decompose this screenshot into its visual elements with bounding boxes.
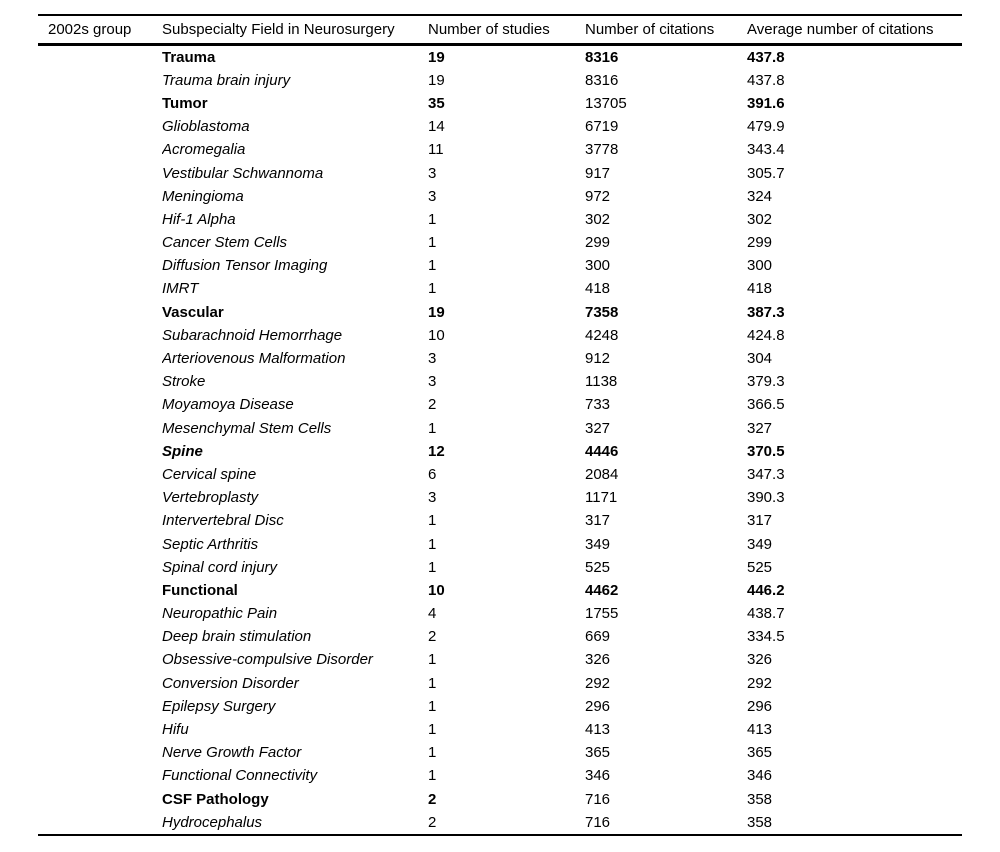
cell-citations: 418 <box>585 280 611 298</box>
cell-citations: 3778 <box>585 141 619 159</box>
cell-field: Mesenchymal Stem Cells <box>162 419 332 437</box>
table-row <box>38 556 962 579</box>
cell-field: Deep brain stimulation <box>162 628 312 646</box>
cell-group <box>38 185 162 208</box>
cell-citations: 7358 <box>585 303 619 321</box>
cell-studies: 1 <box>428 721 437 739</box>
cell-average: 343.4 <box>747 141 785 159</box>
cell-citations: 1138 <box>585 373 618 391</box>
cell-average: 358 <box>747 790 773 808</box>
cell-studies: 1 <box>428 674 437 692</box>
cell-average: 296 <box>747 697 773 715</box>
cell-citations: 669 <box>585 628 611 646</box>
cell-citations: 733 <box>585 396 611 414</box>
table-row <box>38 347 962 370</box>
data-table <box>38 14 962 836</box>
cell-group <box>38 764 162 787</box>
cell-field: Spine <box>162 442 203 460</box>
cell-group <box>38 301 162 324</box>
cell-citations: 917 <box>585 164 611 182</box>
cell-average: 327 <box>747 419 773 437</box>
cell-citations: 716 <box>585 790 611 808</box>
cell-studies: 2 <box>428 813 437 831</box>
table-row <box>38 764 962 787</box>
cell-average: 305.7 <box>747 164 785 182</box>
cell-group <box>38 486 162 509</box>
cell-average: 304 <box>747 350 773 368</box>
cell-studies: 11 <box>428 141 444 159</box>
table-row <box>38 92 962 115</box>
column-header-field: Subspecialty Field in Neurosurgery <box>162 20 395 38</box>
cell-citations: 4446 <box>585 442 619 460</box>
cell-citations: 302 <box>585 210 611 228</box>
table-row <box>38 185 962 208</box>
cell-average: 317 <box>747 512 773 530</box>
table-body <box>38 44 962 835</box>
cell-field: Functional Connectivity <box>162 767 318 785</box>
cell-citations: 365 <box>585 744 611 762</box>
cell-field: Stroke <box>162 373 206 391</box>
cell-citations: 6719 <box>585 118 619 136</box>
cell-citations: 4462 <box>585 581 619 599</box>
cell-field: Vertebroplasty <box>162 489 259 507</box>
cell-citations: 1755 <box>585 605 619 623</box>
cell-field: Hifu <box>162 721 189 739</box>
table-row <box>38 672 962 695</box>
cell-field: Nerve Growth Factor <box>162 744 302 762</box>
table-row <box>38 301 962 324</box>
cell-group <box>38 44 162 69</box>
cell-average: 326 <box>747 651 773 669</box>
cell-studies: 1 <box>428 257 437 275</box>
cell-field: Trauma <box>162 48 216 66</box>
cell-citations: 2084 <box>585 465 619 483</box>
cell-group <box>38 718 162 741</box>
cell-citations: 525 <box>585 558 611 576</box>
cell-citations: 413 <box>585 721 611 739</box>
table-row <box>38 440 962 463</box>
table-row <box>38 417 962 440</box>
cell-field: Meningioma <box>162 187 244 205</box>
table-row <box>38 208 962 231</box>
cell-average: 438.7 <box>747 605 785 623</box>
table-row <box>38 579 962 602</box>
cell-group <box>38 231 162 254</box>
cell-citations: 349 <box>585 535 611 553</box>
table-row <box>38 811 962 835</box>
cell-group <box>38 625 162 648</box>
cell-group <box>38 509 162 532</box>
cell-field: IMRT <box>162 280 199 298</box>
table-row <box>38 625 962 648</box>
cell-citations: 300 <box>585 257 611 275</box>
cell-studies: 19 <box>428 303 445 321</box>
cell-citations: 912 <box>585 350 611 368</box>
cell-studies: 4 <box>428 605 437 623</box>
column-header-group: 2002s group <box>48 20 132 38</box>
cell-studies: 1 <box>428 744 437 762</box>
cell-studies: 3 <box>428 489 437 507</box>
cell-studies: 19 <box>428 48 445 66</box>
cell-average: 391.6 <box>747 94 785 112</box>
cell-citations: 13705 <box>585 94 627 112</box>
cell-average: 346 <box>747 767 773 785</box>
cell-studies: 10 <box>428 581 445 599</box>
table-row <box>38 648 962 671</box>
table-row <box>38 393 962 416</box>
cell-field: Vascular <box>162 303 224 321</box>
table-row <box>38 602 962 625</box>
cell-group <box>38 741 162 764</box>
cell-group <box>38 788 162 811</box>
cell-studies: 1 <box>428 280 437 298</box>
cell-group <box>38 648 162 671</box>
cell-field: Cancer Stem Cells <box>162 234 288 252</box>
cell-field: Subarachnoid Hemorrhage <box>162 326 343 344</box>
table-row <box>38 44 962 69</box>
cell-average: 365 <box>747 744 773 762</box>
cell-average: 479.9 <box>747 118 785 136</box>
cell-studies: 2 <box>428 396 437 414</box>
cell-studies: 1 <box>428 419 437 437</box>
cell-studies: 3 <box>428 164 437 182</box>
column-header-citations: Number of citations <box>585 20 715 38</box>
cell-group <box>38 69 162 92</box>
column-header-average: Average number of citations <box>747 20 934 38</box>
table-row <box>38 509 962 532</box>
cell-citations: 296 <box>585 697 611 715</box>
cell-group <box>38 811 162 835</box>
table-row <box>38 231 962 254</box>
cell-group <box>38 161 162 184</box>
cell-field: Functional <box>162 581 238 599</box>
cell-group <box>38 254 162 277</box>
table-row <box>38 718 962 741</box>
table-row <box>38 161 962 184</box>
cell-average: 413 <box>747 721 773 739</box>
cell-field: Cervical spine <box>162 465 257 483</box>
cell-studies: 14 <box>428 118 445 136</box>
cell-group <box>38 138 162 161</box>
cell-citations: 292 <box>585 674 611 692</box>
table-row <box>38 741 962 764</box>
cell-group <box>38 579 162 602</box>
cell-average: 437.8 <box>747 48 785 66</box>
cell-studies: 10 <box>428 326 445 344</box>
cell-group <box>38 417 162 440</box>
cell-group <box>38 347 162 370</box>
cell-studies: 3 <box>428 350 437 368</box>
cell-studies: 3 <box>428 187 437 205</box>
cell-average: 302 <box>747 210 773 228</box>
cell-group <box>38 463 162 486</box>
table-row <box>38 138 962 161</box>
cell-citations: 1171 <box>585 489 618 507</box>
cell-citations: 299 <box>585 234 611 252</box>
cell-average: 390.3 <box>747 489 785 507</box>
cell-group <box>38 208 162 231</box>
cell-average: 418 <box>747 280 773 298</box>
cell-citations: 346 <box>585 767 611 785</box>
cell-average: 334.5 <box>747 628 785 646</box>
cell-field: Acromegalia <box>162 141 246 159</box>
table-row <box>38 788 962 811</box>
cell-average: 424.8 <box>747 326 785 344</box>
table-row <box>38 486 962 509</box>
cell-average: 358 <box>747 813 773 831</box>
cell-citations: 8316 <box>585 71 619 89</box>
cell-average: 366.5 <box>747 396 785 414</box>
cell-group <box>38 602 162 625</box>
table-row <box>38 115 962 138</box>
cell-citations: 972 <box>585 187 611 205</box>
cell-studies: 1 <box>428 535 437 553</box>
cell-citations: 327 <box>585 419 611 437</box>
header-row <box>38 15 962 44</box>
cell-group <box>38 277 162 300</box>
cell-average: 349 <box>747 535 773 553</box>
cell-average: 387.3 <box>747 303 785 321</box>
cell-field: Tumor <box>162 94 208 112</box>
cell-studies: 6 <box>428 465 437 483</box>
cell-average: 370.5 <box>747 442 785 460</box>
cell-field: Septic Arthritis <box>162 535 259 553</box>
table-row <box>38 277 962 300</box>
cell-group <box>38 115 162 138</box>
cell-field: Diffusion Tensor Imaging <box>162 257 328 275</box>
table-row <box>38 254 962 277</box>
cell-average: 299 <box>747 234 773 252</box>
cell-field: Arteriovenous Malformation <box>162 350 346 368</box>
cell-average: 379.3 <box>747 373 785 391</box>
cell-average: 525 <box>747 558 773 576</box>
cell-citations: 716 <box>585 813 611 831</box>
cell-studies: 3 <box>428 373 437 391</box>
cell-field: Moyamoya Disease <box>162 396 294 414</box>
cell-field: Conversion Disorder <box>162 674 299 692</box>
cell-average: 437.8 <box>747 71 785 89</box>
cell-studies: 2 <box>428 790 437 808</box>
cell-average: 446.2 <box>747 581 785 599</box>
cell-studies: 1 <box>428 558 437 576</box>
cell-field: Epilepsy Surgery <box>162 697 276 715</box>
cell-studies: 1 <box>428 234 437 252</box>
cell-field: Hydrocephalus <box>162 813 263 831</box>
cell-studies: 1 <box>428 210 437 228</box>
subspecialty-citations-table <box>38 14 962 836</box>
cell-group <box>38 440 162 463</box>
cell-average: 347.3 <box>747 465 785 483</box>
cell-group <box>38 532 162 555</box>
cell-citations: 4248 <box>585 326 619 344</box>
cell-studies: 1 <box>428 651 437 669</box>
cell-average: 300 <box>747 257 773 275</box>
cell-field: Trauma brain injury <box>162 71 291 89</box>
cell-field: Vestibular Schwannoma <box>162 164 324 182</box>
cell-studies: 1 <box>428 512 437 530</box>
cell-studies: 1 <box>428 767 437 785</box>
cell-group <box>38 695 162 718</box>
cell-studies: 2 <box>428 628 437 646</box>
cell-field: Hif-1 Alpha <box>162 210 236 228</box>
cell-studies: 12 <box>428 442 445 460</box>
table-row <box>38 463 962 486</box>
cell-average: 324 <box>747 187 773 205</box>
cell-studies: 35 <box>428 94 445 112</box>
cell-studies: 19 <box>428 71 445 89</box>
cell-group <box>38 370 162 393</box>
cell-group <box>38 556 162 579</box>
cell-field: CSF Pathology <box>162 790 269 808</box>
cell-group <box>38 393 162 416</box>
cell-group <box>38 672 162 695</box>
cell-field: Spinal cord injury <box>162 558 278 576</box>
cell-field: Obsessive-compulsive Disorder <box>162 651 373 669</box>
cell-field: Neuropathic Pain <box>162 605 278 623</box>
table-header <box>38 15 962 44</box>
cell-citations: 326 <box>585 651 611 669</box>
table-row <box>38 370 962 393</box>
cell-average: 292 <box>747 674 773 692</box>
cell-studies: 1 <box>428 697 437 715</box>
cell-group <box>38 324 162 347</box>
cell-citations: 8316 <box>585 48 619 66</box>
cell-group <box>38 92 162 115</box>
cell-citations: 317 <box>585 512 611 530</box>
table-row <box>38 324 962 347</box>
cell-field: Glioblastoma <box>162 118 250 136</box>
column-header-studies: Number of studies <box>428 20 550 38</box>
cell-field: Intervertebral Disc <box>162 512 284 530</box>
table-row <box>38 532 962 555</box>
table-row <box>38 69 962 92</box>
table-row <box>38 695 962 718</box>
